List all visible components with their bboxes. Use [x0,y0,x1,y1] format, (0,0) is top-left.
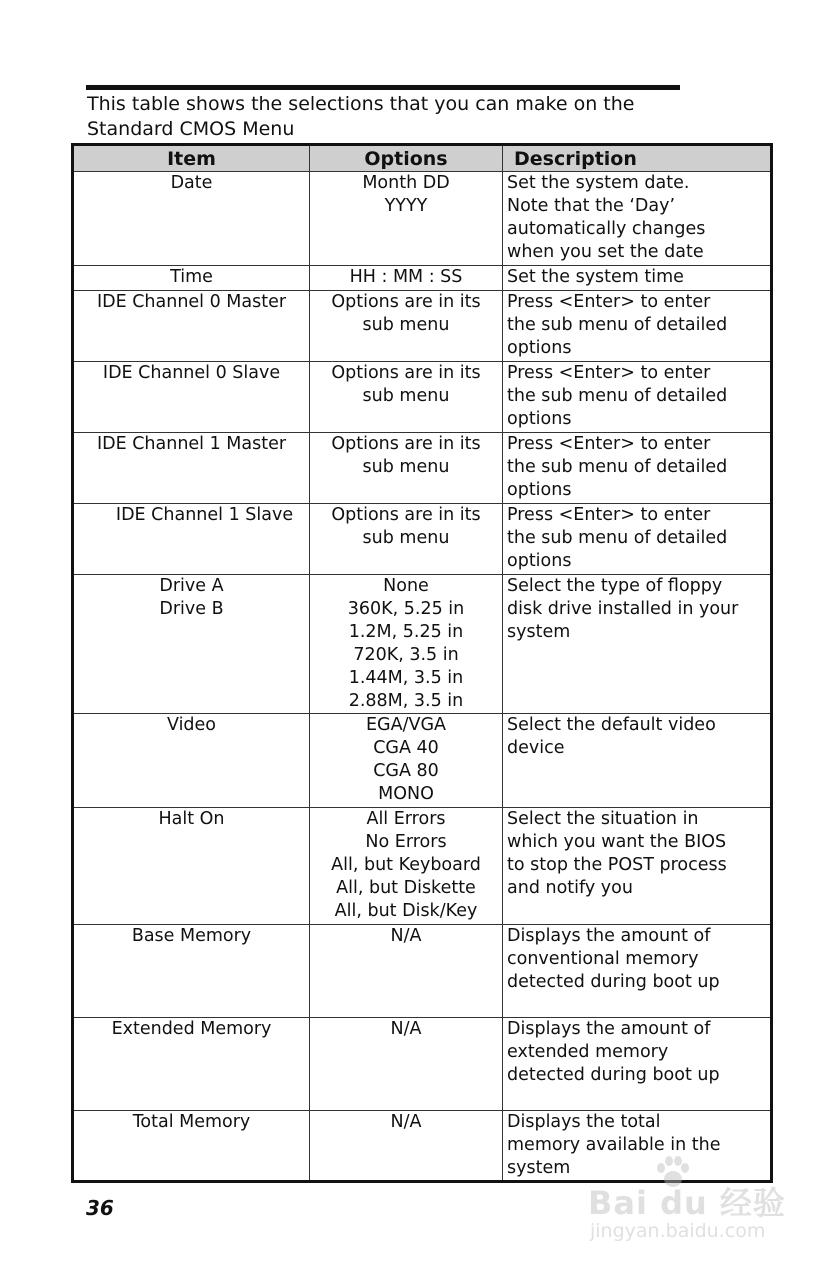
item-line: Base Memory [131,926,252,946]
cell-description [503,925,772,1018]
options-line: Month DD [362,173,450,193]
options-line: MONO [378,784,434,804]
cell-item [73,808,310,925]
options-line: Options are in its [331,292,481,312]
cell-description [503,433,772,504]
description-line: options [507,480,572,500]
cell-item [73,1018,310,1111]
description-line: Displays the amount of [507,926,711,946]
description-line: disk drive installed in your [507,599,739,619]
description-line: the sub menu of detailed [507,528,728,548]
item-line: IDE Channel 1 Master [96,434,287,454]
item-line: Drive B [159,599,224,619]
description-line: conventional memory [507,949,699,969]
description-line: device [507,738,565,758]
description-line: system [507,1158,571,1178]
table-row-date [73,172,772,266]
table-row-ide0-slave [73,362,772,433]
watermark-url: jingyan.baidu.com [590,1220,766,1242]
options-line: None [383,576,429,596]
table-row-halt-on [73,808,772,925]
description-line: Displays the amount of [507,1019,711,1039]
table-row-time [73,266,772,291]
item-line: Extended Memory [111,1019,272,1039]
cell-description [503,504,772,575]
description-line: detected during boot up [507,972,720,992]
description-line: Press <Enter> to enter [507,434,711,454]
cell-item [73,575,310,714]
options-line: CGA 80 [373,761,439,781]
cell-description [503,808,772,925]
table-row-ide1-slave [73,504,772,575]
cell-options [310,925,503,1018]
cell-item [73,433,310,504]
watermark-logo: Bai du 经验 [588,1184,786,1222]
cell-item [73,266,310,291]
options-line: EGA/VGA [366,715,446,735]
description-line: automatically changes [507,219,706,239]
header-options: Options [310,145,503,172]
description-line: Displays the total [507,1112,661,1132]
options-line: Options are in its [331,363,481,383]
item-line: Total Memory [132,1112,251,1132]
cell-item [73,925,310,1018]
options-line: CGA 40 [373,738,439,758]
cell-description [503,172,772,266]
description-line: Select the type of floppy [507,576,723,596]
options-line: N/A [390,1112,422,1132]
cell-options [310,714,503,808]
description-line: Select the situation in [507,809,699,829]
cell-options [310,575,503,714]
cell-options [310,1111,503,1182]
cell-description [503,291,772,362]
cell-options [310,433,503,504]
description-line: Select the default video [507,715,716,735]
cell-description [503,575,772,714]
options-line: HH : MM : SS [349,267,463,287]
description-line: options [507,551,572,571]
item-line: Halt On [158,809,225,829]
options-line: 1.2M, 5.25 in [348,622,464,642]
cell-options [310,172,503,266]
options-line: No Errors [365,832,447,852]
item-line: Date [170,173,213,193]
options-line: N/A [390,926,422,946]
options-line: YYYY [384,196,428,216]
options-line: All, but Keyboard [331,855,481,875]
description-line: options [507,338,572,358]
cell-options [310,266,503,291]
options-line: 2.88M, 3.5 in [348,691,464,711]
header-description: Description [503,145,772,172]
options-line: Options are in its [331,434,481,454]
description-line: Note that the ‘Day’ [507,196,676,216]
options-line: 1.44M, 3.5 in [348,668,464,688]
cell-item [73,362,310,433]
table-row-drive-a-b [73,575,772,714]
table-row-video [73,714,772,808]
options-line: sub menu [362,457,450,477]
description-line: to stop the POST process [507,855,727,875]
description-line: Press <Enter> to enter [507,363,711,383]
item-line: IDE Channel 1 Slave [115,505,294,525]
cell-options [310,1018,503,1111]
cell-item [73,504,310,575]
description-line: and notify you [507,878,633,898]
cell-description [503,362,772,433]
page-number: 36 [86,1196,114,1220]
cell-description [503,1018,772,1111]
description-line: system [507,622,571,642]
cell-item [73,172,310,266]
options-line: sub menu [362,386,450,406]
options-line: 720K, 3.5 in [353,645,459,665]
cell-options [310,808,503,925]
description-line: the sub menu of detailed [507,386,728,406]
item-line: Video [166,715,217,735]
options-line: All, but Disk/Key [334,901,478,921]
description-line: the sub menu of detailed [507,457,728,477]
cell-options [310,504,503,575]
description-line: detected during boot up [507,1065,720,1085]
description-line: which you want the BIOS [507,832,727,852]
options-line: N/A [390,1019,422,1039]
cell-options [310,291,503,362]
cell-description [503,266,772,291]
options-line: All Errors [366,809,446,829]
description-line: Set the system time [507,267,684,287]
item-line: Drive A [159,576,224,596]
intro-text: This table shows the selections that you can make on the Standard CMOS Menu [87,93,635,140]
cell-options [310,362,503,433]
description-line: when you set the date [507,242,704,262]
cell-item [73,291,310,362]
cell-item [73,714,310,808]
cell-description [503,714,772,808]
options-line: Options are in its [331,505,481,525]
cell-item [73,1111,310,1182]
description-line: Set the system date. [507,173,690,193]
description-line: options [507,409,572,429]
item-line: Time [170,267,213,287]
item-line: IDE Channel 0 Slave [102,363,281,383]
table-row-ide0-master [73,291,772,362]
table-row-base-memory [73,925,772,1018]
baidu-watermark [588,1156,788,1252]
table-header-row [73,145,772,172]
item-line: IDE Channel 0 Master [96,292,287,312]
description-line: Press <Enter> to enter [507,292,711,312]
cmos-table [71,143,773,1183]
header-item: Item [73,145,310,172]
description-line: extended memory [507,1042,669,1062]
table-row-extended-memory [73,1018,772,1111]
options-line: All, but Diskette [336,878,476,898]
description-line: memory available in the [507,1135,721,1155]
options-line: sub menu [362,528,450,548]
options-line: 360K, 5.25 in [347,599,465,619]
top-rule [86,85,680,90]
options-line: sub menu [362,315,450,335]
table-row-ide1-master [73,433,772,504]
description-line: the sub menu of detailed [507,315,728,335]
description-line: Press <Enter> to enter [507,505,711,525]
